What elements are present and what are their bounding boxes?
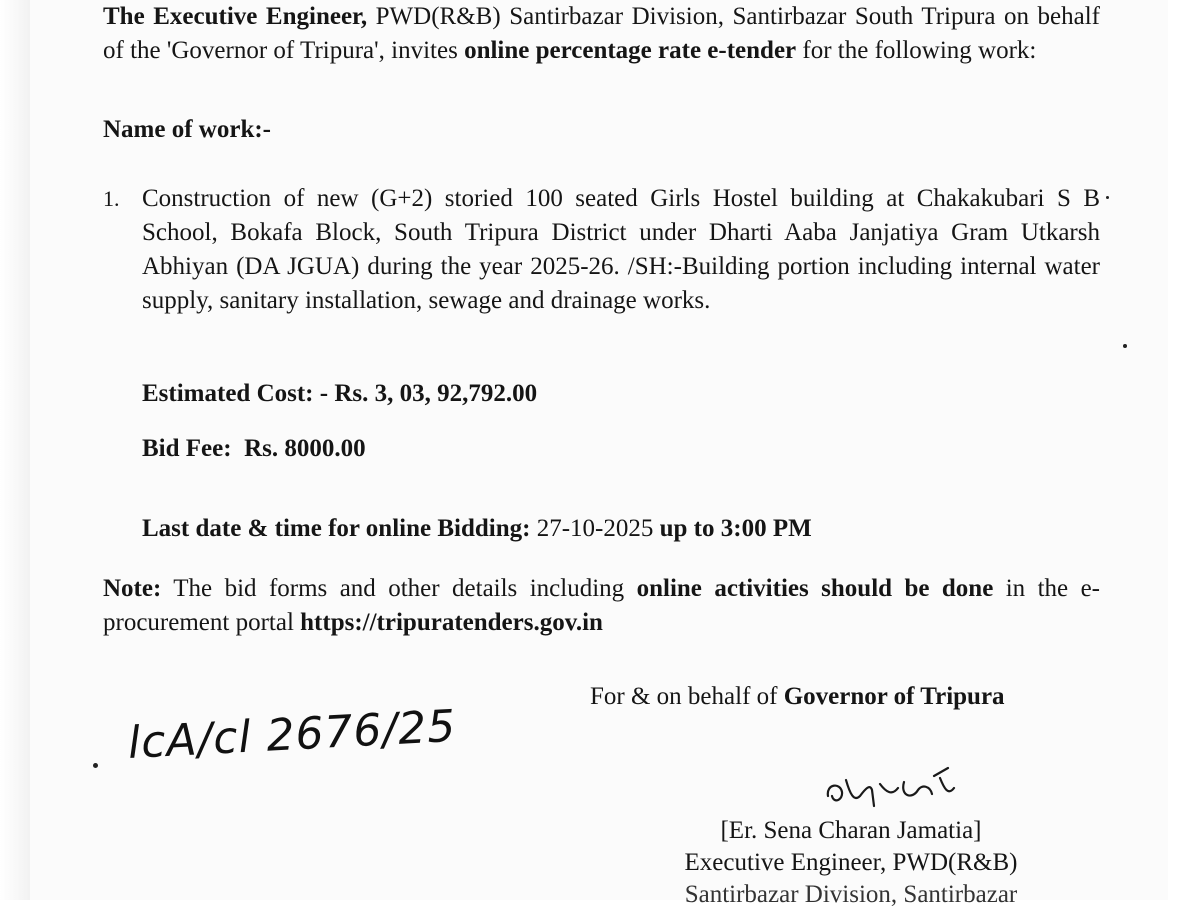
on-behalf-line [590,683,1005,711]
work-item-description: Construction of new (G+2) storied 100 seated Girls Hostel building at Chakakubari S B School, Bokafa Block, South Tripura District under Dharti Aaba Janjatiya Gram Utkarsh Abhiyan (DA JGUA) during the year 2025-26. /SH:-Building portion including internal water supply, sanitary installation, sewage and drainage works. [142,185,1100,314]
intro-lead: The Executive Engineer, [103,3,368,30]
bid-fee-label: Bid Fee: [142,435,232,462]
signatory-name: [Er. Sena Charan Jamatia] [720,817,982,844]
signature-mark [820,766,970,816]
on-behalf-text: For & on behalf of [590,683,784,710]
name-of-work-heading: Name of work:- [103,116,272,143]
note-emphasis: online activities should be done [636,575,994,602]
intro-paragraph [103,0,1100,68]
deadline-label: Last date & time for online Bidding: [142,515,531,542]
note-text-1: The bid forms and other details including [161,575,637,602]
bidding-deadline [142,515,812,543]
signatory-block [636,815,1066,911]
intro-text-2: for the following work: [796,37,1037,64]
page-left-margin [0,0,30,900]
note-text-2: in the e-procurement portal [103,575,1101,636]
handwritten-reference: lcA/cl 2676/25 [126,700,458,769]
portal-url: https://tripuratenders.gov.in [300,609,603,636]
deadline-date: 27-10-2025 [536,515,654,542]
intro-tender-type: online percentage rate e-tender [464,37,797,64]
bid-fee-value: Rs. 8000.00 [244,435,366,462]
work-item-number: 1. [103,186,120,211]
scan-speck [1123,344,1127,348]
estimated-cost [142,380,537,408]
signatory-designation: Executive Engineer, PWD(R&B) [684,849,1018,876]
note-label: Note: [103,575,162,602]
estimated-cost-value: Rs. 3, 03, 92,792.00 [334,380,538,407]
bid-fee [142,435,366,463]
scan-speck [93,763,98,768]
deadline-time: up to 3:00 PM [659,515,812,542]
scan-speck [1106,196,1109,199]
page-right-margin [1168,0,1200,900]
estimated-cost-label: Estimated Cost: - [142,380,329,407]
intro-text-1: PWD(R&B) Santirbazar Division, Santirbazar South Tripura on behalf of the 'Governor of Tripura', invites [103,3,1100,64]
note-paragraph [103,572,1100,640]
signatory-division: Santirbazar Division, Santirbazar [684,881,1018,908]
on-behalf-governor: Governor of Tripura [783,683,1005,710]
